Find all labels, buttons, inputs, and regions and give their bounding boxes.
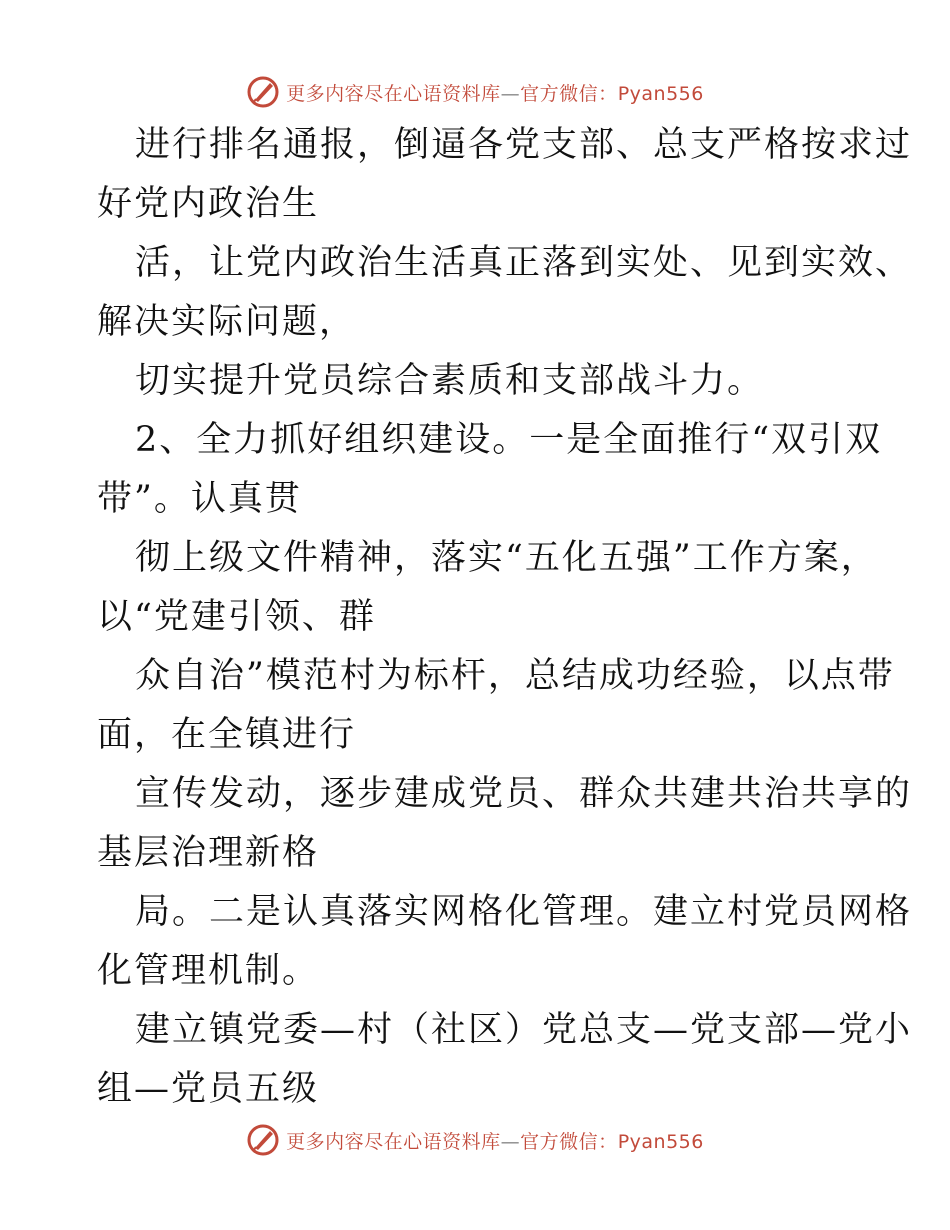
text-line: 众自治”模范村为标杆，总结成功经验，以点带 [135,656,895,696]
watermark-handle: Pyan556 [617,1130,704,1153]
text-line: 化管理机制。 [97,951,320,991]
text-line: 好党内政治生 [97,184,320,224]
text-line: 面，在全镇进行 [97,715,357,755]
document-body [97,116,913,1119]
text-line: 进行排名通报，倒逼各党支部、总支严格按求过 [135,125,913,165]
header-watermark [0,72,950,112]
watermark-handle: Pyan556 [617,82,704,105]
text-line: 基层治理新格 [97,833,320,873]
quill-logo-icon [246,1123,280,1157]
text-line: 局。二是认真落实网格化管理。建立村党员网格 [135,892,913,932]
text-line: 宣传发动，逐步建成党员、群众共建共治共享的 [135,774,913,814]
text-line: 解决实际问题， [97,302,357,342]
watermark-text: 更多内容尽在心语资料库—官方微信：Pyan556 [286,82,704,105]
text-line: 建立镇党委—村（社区）党总支—党支部—党小 [135,1010,913,1050]
text-line: 带”。认真贯 [97,479,302,519]
quill-logo-icon [246,75,280,109]
text-line: 彻上级文件精神，落实“五化五强”工作方案， [135,538,878,578]
footer-watermark [0,1120,950,1160]
text-line: 活，让党内政治生活真正落到实处、见到实效、 [135,243,913,283]
text-line: 以“党建引领、群 [97,597,376,637]
text-line: 组—党员五级 [97,1069,320,1109]
watermark-text: 更多内容尽在心语资料库—官方微信：Pyan556 [286,1130,704,1153]
text-line: 2、全力抓好组织建设。一是全面推行“双引双 [135,420,883,460]
text-line: 切实提升党员综合素质和支部战斗力。 [135,361,765,401]
